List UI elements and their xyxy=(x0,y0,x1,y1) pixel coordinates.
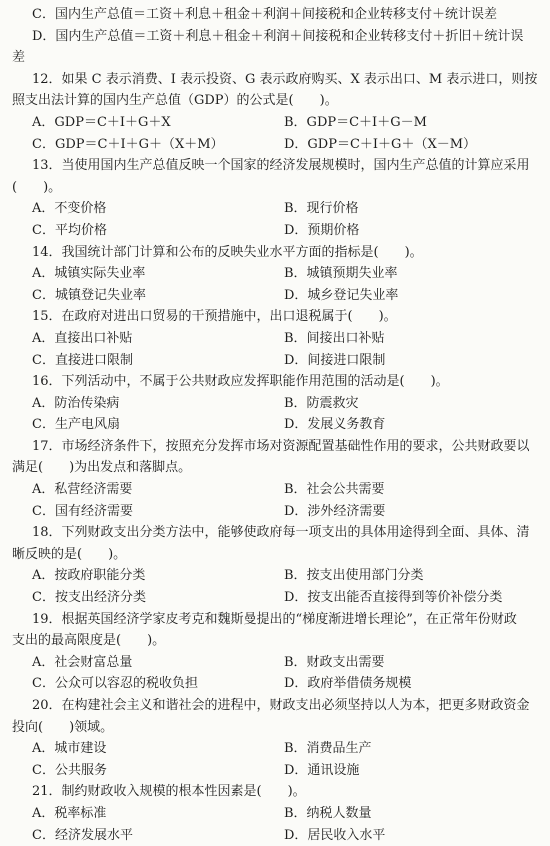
option-d[interactable]: D．居民收入水平 xyxy=(284,827,386,843)
question-list xyxy=(12,69,538,846)
option-row xyxy=(12,350,538,372)
question-stem: 13．当使用国内生产总值反映一个国家的经济发展规模时，国内生产总值的计算应采用 xyxy=(32,158,530,174)
option-c[interactable]: C．经济发展水平 xyxy=(32,827,133,843)
option-a[interactable]: A．直接出口补贴 xyxy=(32,330,133,346)
question-stem: 20．在构建社会主义和谐社会的进程中，财政支出必须坚持以人为本，把更多财政资金 xyxy=(32,698,530,713)
option-c[interactable]: C．公共服务 xyxy=(32,762,107,778)
option-row xyxy=(12,673,538,695)
option-row xyxy=(12,393,538,415)
option-row xyxy=(12,112,538,134)
option-row xyxy=(12,414,538,436)
option-a[interactable]: A．GDP＝C＋I＋G＋X xyxy=(32,114,171,130)
option-a[interactable]: A．税率标准 xyxy=(32,805,107,821)
option-a[interactable]: A．城市建设 xyxy=(32,741,107,757)
question-stem: 支出的最高限度是( )。 xyxy=(12,633,166,649)
option-a[interactable]: A．社会财富总量 xyxy=(32,654,133,670)
option-row xyxy=(12,587,538,609)
option-c[interactable]: C．公众可以容忍的税收负担 xyxy=(32,676,198,692)
option-row xyxy=(12,738,538,760)
option-b[interactable]: B．消费品生产 xyxy=(284,741,372,757)
option-c[interactable]: C．按支出经济分类 xyxy=(32,590,146,606)
option-row xyxy=(12,198,538,220)
option-b[interactable]: B．现行价格 xyxy=(284,201,359,217)
option-a[interactable]: A．私营经济需要 xyxy=(32,482,133,498)
option-row xyxy=(12,825,538,846)
option-d[interactable]: D．间接进口限制 xyxy=(284,352,386,368)
option-d[interactable]: D．GDP＝C＋I＋G＋（X－M） xyxy=(284,136,477,152)
option-row xyxy=(12,565,538,587)
question-13 xyxy=(12,155,538,241)
option-c[interactable]: C．直接进口限制 xyxy=(32,352,133,368)
option-b[interactable]: B．城镇预期失业率 xyxy=(284,266,398,282)
option-b[interactable]: B．财政支出需要 xyxy=(284,654,385,670)
prev-option-c: C．国内生产总值＝工资＋利息＋租金＋利润＋间接税和企业转移支付＋统计误差 xyxy=(32,7,497,22)
question-stem: 满足( )为出发点和落脚点。 xyxy=(12,460,192,476)
option-row xyxy=(12,652,538,674)
question-stem: 14．我国统计部门计算和公布的反映失业水平方面的指标是( )。 xyxy=(32,244,423,260)
prev-option-d-tail: 差 xyxy=(12,50,26,66)
option-d[interactable]: D．涉外经济需要 xyxy=(284,503,386,519)
question-16 xyxy=(12,371,538,436)
question-stem: 21．制约财政收入规模的根本性因素是( )。 xyxy=(32,784,306,800)
option-b[interactable]: B．防震救灾 xyxy=(284,395,359,411)
option-row xyxy=(12,501,538,523)
option-c[interactable]: C．生产电风扇 xyxy=(32,417,120,433)
question-19 xyxy=(12,609,538,695)
question-15 xyxy=(12,306,538,371)
option-d[interactable]: D．城乡登记失业率 xyxy=(284,287,399,303)
question-stem: 15．在政府对进出口贸易的干预措施中，出口退税属于( )。 xyxy=(32,309,397,325)
question-stem: 12．如果 C 表示消费、I 表示投资、G 表示政府购买、X 表示出口、M 表示进口，则按 xyxy=(32,71,538,87)
option-row xyxy=(12,328,538,350)
question-14 xyxy=(12,242,538,307)
question-stem: 17．市场经济条件下，按照充分发挥市场对资源配置基础性作用的要求，公共财政要以 xyxy=(32,438,530,454)
question-stem: 照支出法计算的国内生产总值（GDP）的公式是( )。 xyxy=(12,93,338,109)
option-row xyxy=(12,285,538,307)
option-a[interactable]: A．城镇实际失业率 xyxy=(32,266,146,282)
option-d[interactable]: D．按支出能否直接得到等价补偿分类 xyxy=(284,590,503,606)
option-row xyxy=(12,134,538,156)
option-b[interactable]: B．社会公共需要 xyxy=(284,482,385,498)
option-b[interactable]: B．纳税人数量 xyxy=(284,805,372,821)
prev-option-d: D．国内生产总值＝工资＋利息＋租金＋利润＋间接税和企业转移支付＋折旧＋统计误 xyxy=(32,28,524,44)
option-row xyxy=(12,263,538,285)
question-18 xyxy=(12,522,538,608)
question-stem: 16．下列活动中，不属于公共财政应发挥职能作用范围的活动是( )。 xyxy=(32,374,449,390)
option-a[interactable]: A．不变价格 xyxy=(32,201,107,217)
option-b[interactable]: B．按支出使用部门分类 xyxy=(284,568,424,584)
option-d[interactable]: D．通讯设施 xyxy=(284,762,360,778)
question-stem: ( )。 xyxy=(12,179,62,195)
option-b[interactable]: B．间接出口补贴 xyxy=(284,330,385,346)
question-17 xyxy=(12,436,538,522)
option-row xyxy=(12,479,538,501)
option-b[interactable]: B．GDP＝C＋I＋G－M xyxy=(284,114,427,130)
option-row xyxy=(12,220,538,242)
option-row xyxy=(12,760,538,782)
option-c[interactable]: C．国有经济需要 xyxy=(32,503,133,519)
option-a[interactable]: A．防治传染病 xyxy=(32,395,120,411)
option-a[interactable]: A．按政府职能分类 xyxy=(32,568,146,584)
question-20 xyxy=(12,695,538,781)
option-d[interactable]: D．预期价格 xyxy=(284,222,360,238)
option-c[interactable]: C．城镇登记失业率 xyxy=(32,287,146,303)
question-stem: 晰反映的是( )。 xyxy=(12,546,127,562)
option-d[interactable]: D．政府举借债务规模 xyxy=(284,676,412,692)
question-stem: 18．下列财政支出分类方法中，能够使政府每一项支出的具体用途得到全面、具体、清 xyxy=(32,525,530,541)
question-stem: 投向( )领域。 xyxy=(12,719,114,735)
question-12 xyxy=(12,69,538,155)
option-c[interactable]: C．平均价格 xyxy=(32,222,107,238)
question-21 xyxy=(12,781,538,846)
option-c[interactable]: C．GDP＝C＋I＋G＋（X＋M） xyxy=(32,136,224,152)
option-row xyxy=(12,803,538,825)
option-d[interactable]: D．发展义务教育 xyxy=(284,417,386,433)
question-stem: 19．根据英国经济学家皮考克和魏斯曼提出的“梯度渐进增长理论”，在正常年份财政 xyxy=(32,611,517,627)
